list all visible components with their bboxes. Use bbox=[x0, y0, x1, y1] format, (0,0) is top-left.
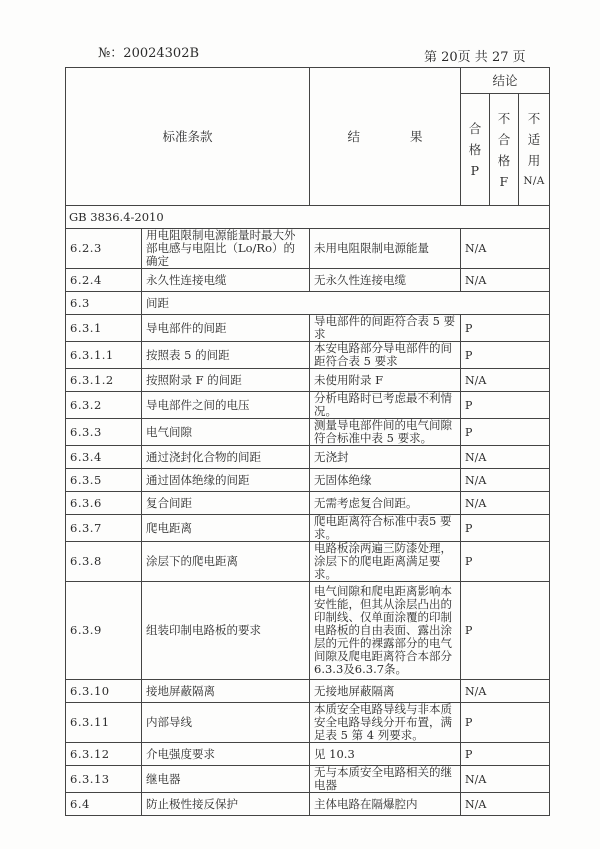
verdict: N/A bbox=[461, 766, 550, 793]
clause-number: 6.3.9 bbox=[66, 582, 142, 680]
clause-number: 6.3.7 bbox=[66, 515, 142, 542]
clause-title: 继电器 bbox=[142, 766, 310, 793]
result-text: 电路板涂两遍三防漆处理，涂层下的爬电距离满足要求。 bbox=[310, 542, 461, 582]
verdict: N/A bbox=[461, 446, 550, 469]
clause-title: 涂层下的爬电距离 bbox=[142, 542, 310, 582]
clause-number: 6.2.4 bbox=[66, 269, 142, 292]
report-number: №：20024302B bbox=[98, 46, 200, 61]
verdict: P bbox=[461, 582, 550, 680]
result-text: 无接地屏蔽隔离 bbox=[310, 680, 461, 703]
result-text: 电气间隙和爬电距离影响本安性能，但其从涂层凸出的印制线、仅单面涂覆的印制电路板的自由表面、露出涂层的元件的裸露部分的电气间隙及爬电距离符合本部分6.3.3及6.3.7条。 bbox=[310, 582, 461, 680]
table-row bbox=[66, 766, 550, 793]
verdict: N/A bbox=[461, 269, 550, 292]
page-info: 第 20页 共 27 页 bbox=[424, 50, 526, 65]
clause-number: 6.4 bbox=[66, 793, 142, 816]
clause-number: 6.3 bbox=[66, 292, 142, 315]
result-text: 无需考虑复合间距。 bbox=[310, 492, 461, 515]
clause-number: 6.3.6 bbox=[66, 492, 142, 515]
clause-number: 6.3.12 bbox=[66, 743, 142, 766]
header-fail: 不 合 格 F bbox=[490, 94, 519, 206]
result-text: 未用电阻限制电源能量 bbox=[310, 229, 461, 269]
clause-title: 内部导线 bbox=[142, 703, 310, 743]
clause-title: 复合间距 bbox=[142, 492, 310, 515]
table-row bbox=[66, 292, 550, 315]
clause-title: 组装印制电路板的要求 bbox=[142, 582, 310, 680]
table-row bbox=[66, 515, 550, 542]
result-text: 未使用附录 F bbox=[310, 369, 461, 392]
clause-number: 6.3.10 bbox=[66, 680, 142, 703]
clause-number: 6.3.2 bbox=[66, 392, 142, 419]
table-row bbox=[66, 743, 550, 766]
table-row bbox=[66, 269, 550, 292]
clause-title: 介电强度要求 bbox=[142, 743, 310, 766]
verdict: N/A bbox=[461, 369, 550, 392]
table-row bbox=[66, 342, 550, 369]
clause-number: 6.3.13 bbox=[66, 766, 142, 793]
clause-number: 6.3.11 bbox=[66, 703, 142, 743]
clause-number: 6.3.5 bbox=[66, 469, 142, 492]
clause-number: 6.3.3 bbox=[66, 419, 142, 446]
clause-number: 6.3.4 bbox=[66, 446, 142, 469]
clause-number: 6.3.1.2 bbox=[66, 369, 142, 392]
table-row bbox=[66, 369, 550, 392]
verdict: N/A bbox=[461, 492, 550, 515]
clause-title: 按照表 5 的间距 bbox=[142, 342, 310, 369]
clause-title: 通过浇封化合物的间距 bbox=[142, 446, 310, 469]
clause-title: 爬电距离 bbox=[142, 515, 310, 542]
result-text: 爬电距离符合标准中表5 要求。 bbox=[310, 515, 461, 542]
result-text: 无永久性连接电缆 bbox=[310, 269, 461, 292]
header-na: 不 适 用 N/A bbox=[519, 94, 550, 206]
clause-title: 导电部件之间的电压 bbox=[142, 392, 310, 419]
table-row bbox=[66, 492, 550, 515]
clause-title: 永久性连接电缆 bbox=[142, 269, 310, 292]
table-row bbox=[66, 419, 550, 446]
clause-title: 电气间隙 bbox=[142, 419, 310, 446]
clause-title: 防止极性接反保护 bbox=[142, 793, 310, 816]
table-row bbox=[66, 315, 550, 342]
result-text: 测量导电部件间的电气间隙符合标准中表 5 要求。 bbox=[310, 419, 461, 446]
table-row bbox=[66, 582, 550, 680]
verdict: P bbox=[461, 703, 550, 743]
verdict: P bbox=[461, 743, 550, 766]
clause-title: 接地屏蔽隔离 bbox=[142, 680, 310, 703]
verdict: N/A bbox=[461, 680, 550, 703]
verdict: P bbox=[461, 315, 550, 342]
result-text: 见 10.3 bbox=[310, 743, 461, 766]
result-text: 主体电路在隔爆腔内 bbox=[310, 793, 461, 816]
clause-number: 6.2.3 bbox=[66, 229, 142, 269]
verdict: N/A bbox=[461, 229, 550, 269]
verdict: P bbox=[461, 515, 550, 542]
verdict: N/A bbox=[461, 469, 550, 492]
result-text: 本质安全电路导线与非本质安全电路导线分开布置，满足表 5 第 4 列要求。 bbox=[310, 703, 461, 743]
header-clause: 标准条款 bbox=[66, 68, 310, 206]
clause-title: 按照附录 F 的间距 bbox=[142, 369, 310, 392]
result-text: 无浇封 bbox=[310, 446, 461, 469]
result-text: 无固体绝缘 bbox=[310, 469, 461, 492]
header-conclusion: 结论 bbox=[461, 68, 550, 94]
test-results-table bbox=[65, 67, 550, 816]
table-row bbox=[66, 542, 550, 582]
clause-number: 6.3.1 bbox=[66, 315, 142, 342]
table-row bbox=[66, 703, 550, 743]
clause-title: 通过固体绝缘的间距 bbox=[142, 469, 310, 492]
clause-title: 用电阻限制电源能量时最大外部电感与电阻比（Lo/Ro）的确定 bbox=[142, 229, 310, 269]
result-text: 本安电路部分导电部件的间距符合表 5 要求 bbox=[310, 342, 461, 369]
table-row bbox=[66, 392, 550, 419]
table-row bbox=[66, 469, 550, 492]
header-pass: 合 格 P bbox=[461, 94, 490, 206]
verdict: P bbox=[461, 342, 550, 369]
verdict: P bbox=[461, 542, 550, 582]
result-text: 无与本质安全电路相关的继电器 bbox=[310, 766, 461, 793]
table-row bbox=[66, 680, 550, 703]
table-row bbox=[66, 793, 550, 816]
verdict: P bbox=[461, 419, 550, 446]
clause-title: 间距 bbox=[142, 292, 550, 315]
standard-row: GB 3836.4-2010 bbox=[66, 206, 550, 229]
table-row bbox=[66, 446, 550, 469]
header-result: 结 果 bbox=[310, 68, 461, 206]
result-text: 分析电路时已考虑最不利情况。 bbox=[310, 392, 461, 419]
verdict: P bbox=[461, 392, 550, 419]
table-row bbox=[66, 229, 550, 269]
clause-title: 导电部件的间距 bbox=[142, 315, 310, 342]
clause-number: 6.3.1.1 bbox=[66, 342, 142, 369]
clause-number: 6.3.8 bbox=[66, 542, 142, 582]
verdict: N/A bbox=[461, 793, 550, 816]
result-text: 导电部件的间距符合表 5 要求 bbox=[310, 315, 461, 342]
